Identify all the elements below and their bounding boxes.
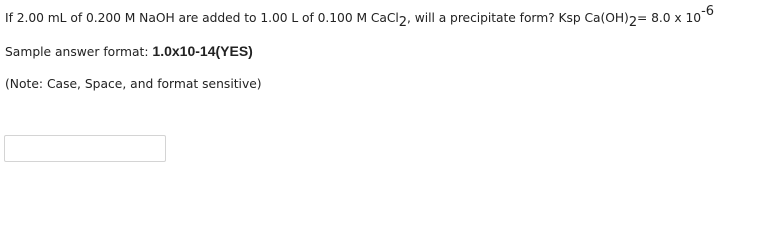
sample-answer-line	[5, 38, 253, 65]
question-text	[5, 5, 714, 31]
sample-answer-format: 1.0x10-14(YES)	[152, 43, 253, 59]
ksp-exponent: -6	[701, 4, 714, 19]
note-text: (Note: Case, Space, and format sensitive)	[5, 77, 262, 91]
sample-answer-label: Sample answer format:	[5, 45, 153, 59]
question-middle: , will a precipitate form? Ksp Ca(OH)	[407, 11, 629, 25]
caoh2-subscript: 2	[628, 15, 638, 30]
question-main: If 2.00 mL of 0.200 M NaOH are added to 1.00 L of 0.100 M CaCl	[5, 11, 399, 25]
ksp-value: = 8.0 x 10	[637, 11, 702, 25]
cacl2-subscript: 2	[398, 15, 408, 30]
answer-input[interactable]	[4, 135, 166, 162]
